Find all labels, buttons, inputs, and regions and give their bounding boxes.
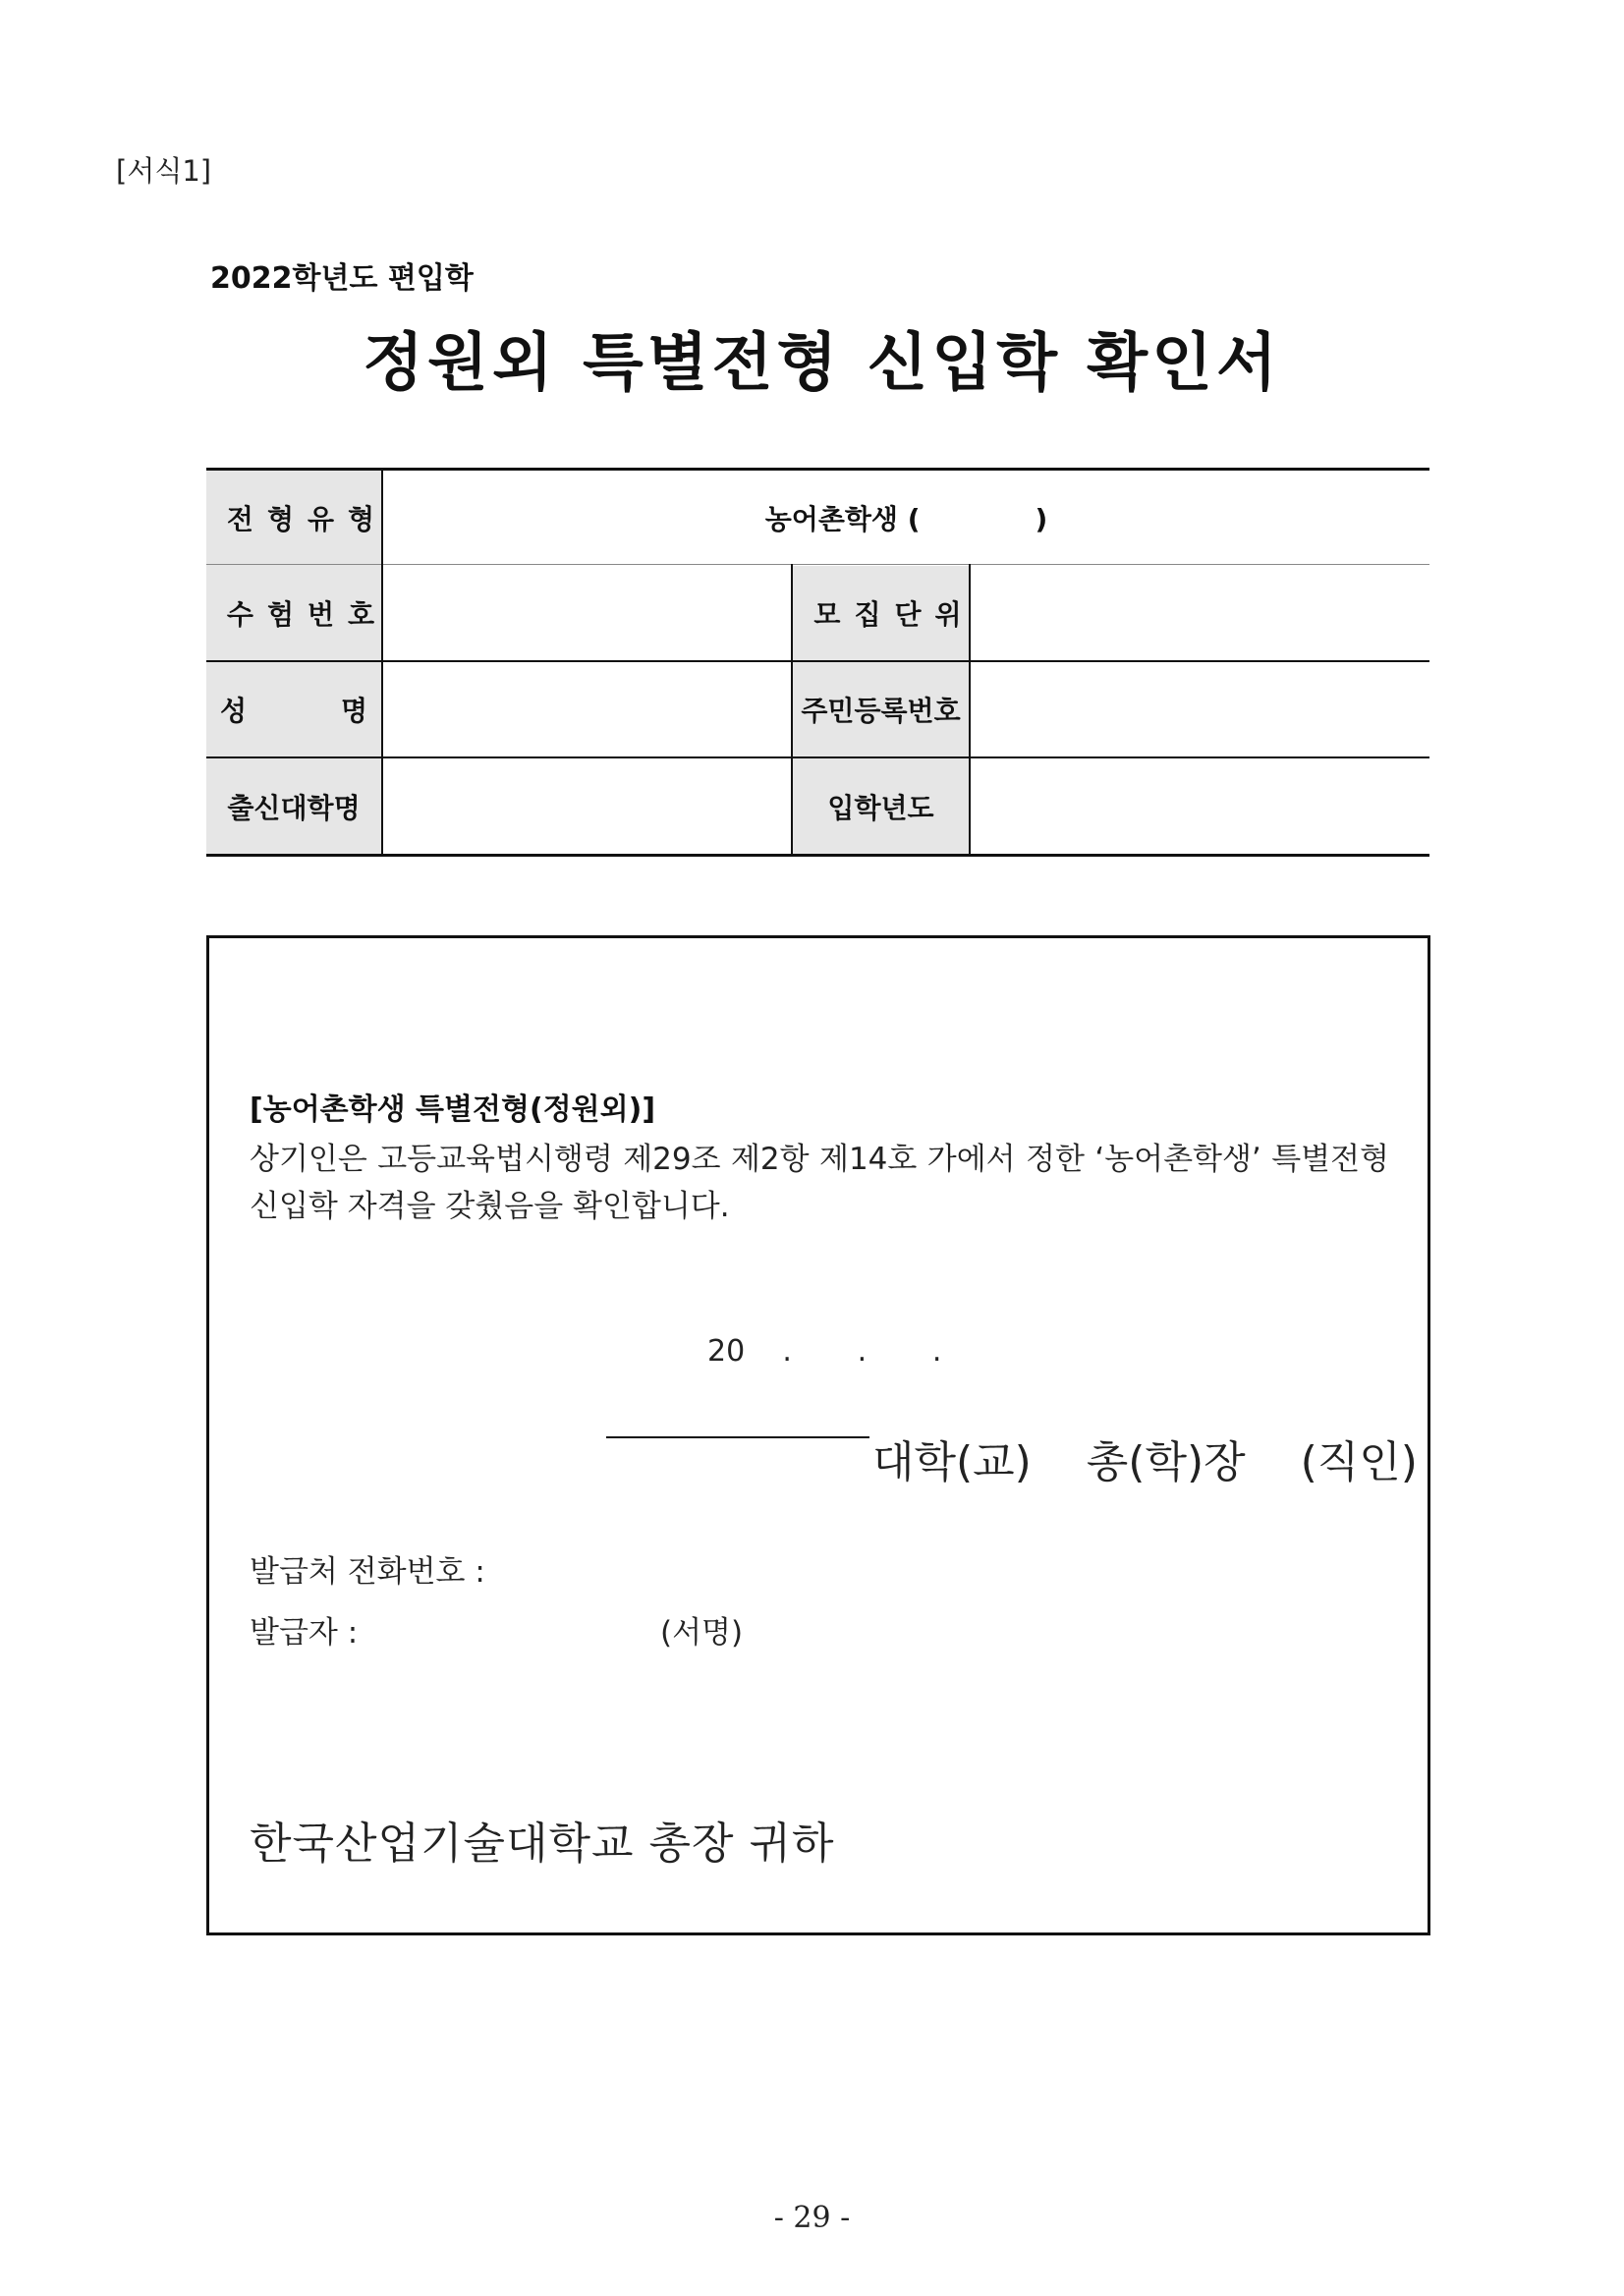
- signature-label: (서명): [660, 1615, 744, 1651]
- institution-name-blank[interactable]: [606, 1436, 869, 1438]
- admission-type-value: 농어촌학생 ( ): [764, 502, 1048, 535]
- addressee: 한국산업기술대학교 총장 귀하: [250, 1819, 835, 1869]
- table-bottom-rule: [206, 854, 1429, 857]
- entrance-year-label: 입학년도: [827, 791, 934, 824]
- admission-type-label: 전형유형: [226, 502, 389, 535]
- issuer-phone-label: 발급처 전화번호 :: [250, 1554, 485, 1590]
- recruitment-unit-field[interactable]: [971, 565, 1429, 660]
- year-subtitle: 2022학년도 편입학: [210, 261, 474, 296]
- recruitment-unit-label: 모집단위: [813, 597, 976, 631]
- page-number: - 29 -: [773, 2201, 851, 2235]
- president-seal-line: 대학(교) 총(학)장 (직인): [872, 1437, 1418, 1487]
- name-label-second: 명: [340, 695, 367, 727]
- university-label: 출신대학명: [227, 791, 361, 824]
- applicant-info-table: [206, 468, 1429, 857]
- name-label-first: 성: [220, 695, 248, 727]
- issuer-label: 발급자 :: [250, 1615, 359, 1651]
- exam-number-field[interactable]: [383, 565, 791, 660]
- exam-number-label: 수험번호: [226, 597, 389, 631]
- university-field[interactable]: [383, 758, 791, 854]
- resident-number-label: 주민등록번호: [801, 695, 961, 727]
- entrance-year-field[interactable]: [971, 758, 1429, 854]
- confirmation-body: 상기인은 고등교육법시행령 제29조 제2항 제14호 가에서 정한 ‘농어촌학생’ 특별전형 신입학 자격을 갖췄음을 확인합니다.: [250, 1142, 1389, 1224]
- form-number-tag: [서식1]: [116, 154, 212, 188]
- confirmation-heading: [농어촌학생 특별전형(정원외)]: [250, 1092, 656, 1127]
- resident-number-field[interactable]: [971, 662, 1429, 756]
- date-line: 20 . . .: [707, 1334, 942, 1369]
- document-title: 정원외 특별전형 신입학 확인서: [363, 327, 1281, 400]
- name-label: [206, 662, 381, 756]
- name-field[interactable]: [383, 662, 791, 756]
